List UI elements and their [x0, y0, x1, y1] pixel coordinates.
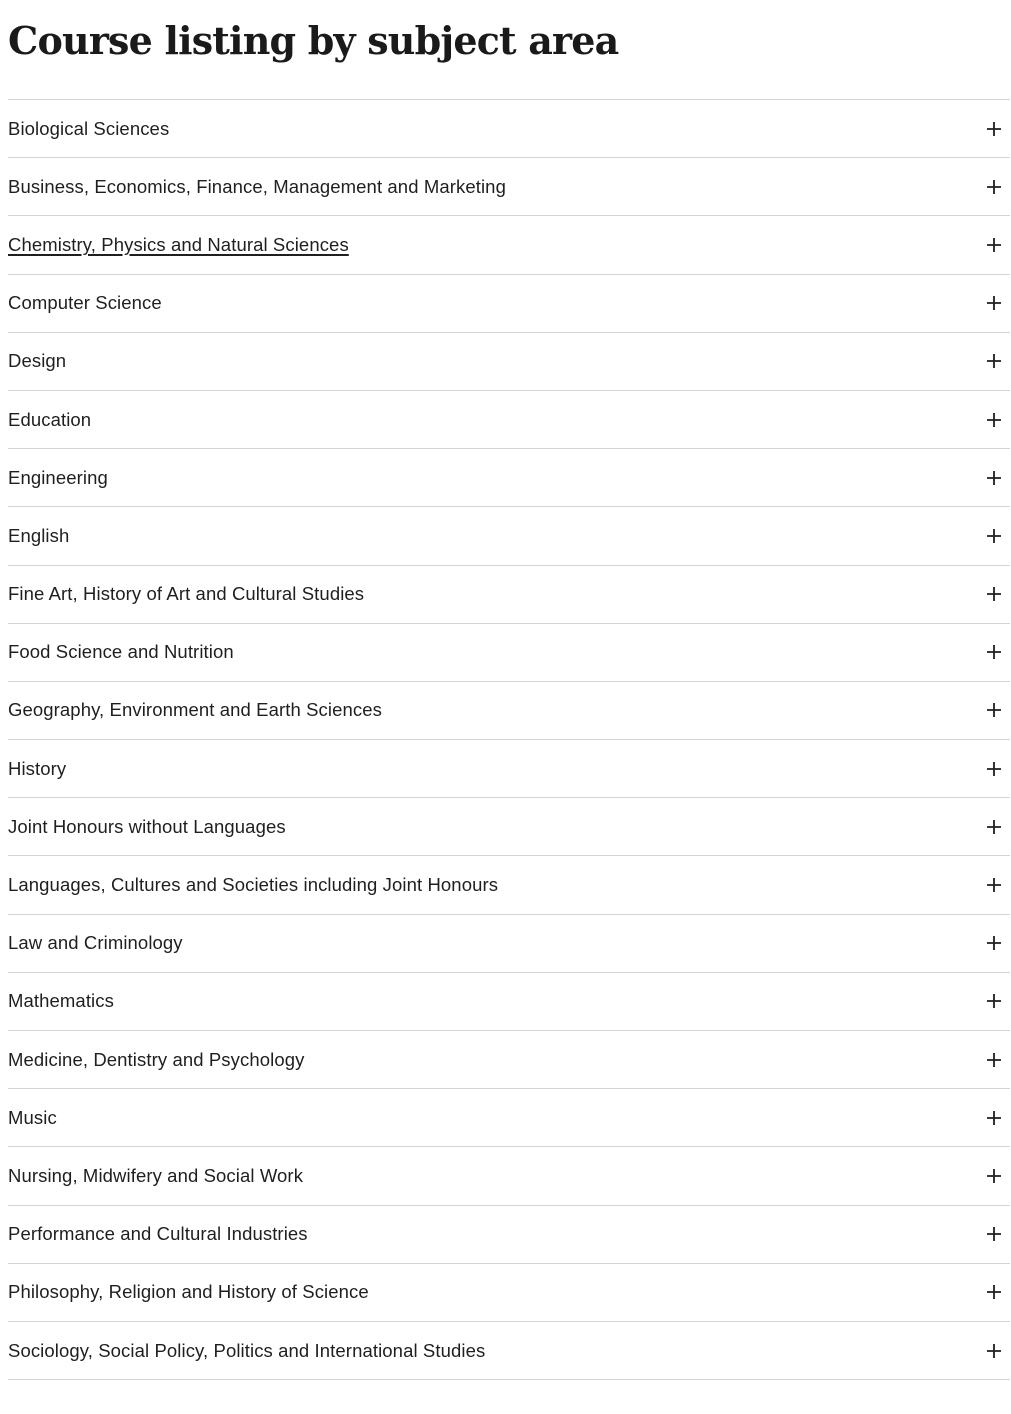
- plus-icon[interactable]: [986, 1168, 1002, 1184]
- page-title: Course listing by subject area: [8, 18, 619, 63]
- plus-icon[interactable]: [986, 1226, 1002, 1242]
- accordion-item-history[interactable]: [8, 740, 1010, 798]
- accordion-item-law-and-criminology[interactable]: [8, 915, 1010, 973]
- accordion-item-label[interactable]: Design: [8, 350, 67, 372]
- plus-icon[interactable]: [986, 1343, 1002, 1359]
- accordion-item-label[interactable]: Education: [8, 408, 92, 430]
- plus-icon[interactable]: [986, 121, 1002, 137]
- accordion-item-nursing-midwifery-and-social-work[interactable]: [8, 1147, 1010, 1205]
- accordion-item-label[interactable]: Nursing, Midwifery and Social Work: [8, 1164, 304, 1186]
- plus-icon[interactable]: [986, 179, 1002, 195]
- accordion-item-mathematics[interactable]: [8, 973, 1010, 1031]
- plus-icon[interactable]: [986, 935, 1002, 951]
- accordion-item-sociology-social-policy-politics-and-international-studies[interactable]: [8, 1322, 1010, 1380]
- accordion-item-engineering[interactable]: [8, 449, 1010, 507]
- accordion-item-label[interactable]: Medicine, Dentistry and Psychology: [8, 1048, 305, 1070]
- accordion-item-label[interactable]: Mathematics: [8, 990, 114, 1012]
- accordion-item-label[interactable]: Music: [8, 1106, 57, 1128]
- accordion-item-label[interactable]: Law and Criminology: [8, 932, 183, 954]
- accordion-item-education[interactable]: [8, 391, 1010, 449]
- accordion-item-label[interactable]: History: [8, 757, 67, 779]
- accordion-item-label[interactable]: Computer Science: [8, 292, 162, 314]
- accordion-item-label[interactable]: Sociology, Social Policy, Politics and International Studies: [8, 1339, 486, 1361]
- plus-icon[interactable]: [986, 819, 1002, 835]
- plus-icon[interactable]: [986, 586, 1002, 602]
- accordion-item-music[interactable]: [8, 1089, 1010, 1147]
- accordion-item-philosophy-religion-and-history-of-science[interactable]: [8, 1264, 1010, 1322]
- accordion-item-label[interactable]: Engineering: [8, 466, 108, 488]
- accordion-item-label[interactable]: Geography, Environment and Earth Sciences: [8, 699, 382, 721]
- plus-icon[interactable]: [986, 877, 1002, 893]
- accordion-item-label[interactable]: Philosophy, Religion and History of Science: [8, 1281, 369, 1303]
- subject-accordion: [8, 99, 1010, 1380]
- accordion-item-label[interactable]: Biological Sciences: [8, 117, 170, 139]
- plus-icon[interactable]: [986, 470, 1002, 486]
- accordion-item-design[interactable]: [8, 333, 1010, 391]
- accordion-item-label[interactable]: Languages, Cultures and Societies including Joint Honours: [8, 874, 499, 896]
- accordion-item-label[interactable]: Performance and Cultural Industries: [8, 1223, 308, 1245]
- accordion-item-chemistry-physics-and-natural-sciences[interactable]: [8, 216, 1010, 274]
- plus-icon[interactable]: [986, 702, 1002, 718]
- plus-icon[interactable]: [986, 1052, 1002, 1068]
- accordion-item-biological-sciences[interactable]: [8, 100, 1010, 158]
- accordion-item-label[interactable]: Joint Honours without Languages: [8, 815, 286, 837]
- plus-icon[interactable]: [986, 761, 1002, 777]
- plus-icon[interactable]: [986, 295, 1002, 311]
- plus-icon[interactable]: [986, 528, 1002, 544]
- accordion-item-food-science-and-nutrition[interactable]: [8, 624, 1010, 682]
- accordion-item-performance-and-cultural-industries[interactable]: [8, 1206, 1010, 1264]
- plus-icon[interactable]: [986, 993, 1002, 1009]
- plus-icon[interactable]: [986, 412, 1002, 428]
- accordion-item-label[interactable]: English: [8, 524, 70, 546]
- accordion-item-computer-science[interactable]: [8, 275, 1010, 333]
- accordion-item-label[interactable]: Business, Economics, Finance, Management and Marketing: [8, 175, 506, 197]
- accordion-item-label[interactable]: Fine Art, History of Art and Cultural Studies: [8, 583, 365, 605]
- accordion-item-fine-art-history-of-art-and-cultural-studies[interactable]: [8, 566, 1010, 624]
- accordion-item-geography-environment-and-earth-sciences[interactable]: [8, 682, 1010, 740]
- plus-icon[interactable]: [986, 1110, 1002, 1126]
- plus-icon[interactable]: [986, 353, 1002, 369]
- accordion-item-joint-honours-without-languages[interactable]: [8, 798, 1010, 856]
- plus-icon[interactable]: [986, 644, 1002, 660]
- accordion-item-business-economics-finance-management-and-marketing[interactable]: [8, 158, 1010, 216]
- course-listing-page: [8, 0, 1010, 1380]
- accordion-item-medicine-dentistry-and-psychology[interactable]: [8, 1031, 1010, 1089]
- accordion-item-english[interactable]: [8, 507, 1010, 565]
- plus-icon[interactable]: [986, 237, 1002, 253]
- plus-icon[interactable]: [986, 1284, 1002, 1300]
- accordion-item-label[interactable]: Chemistry, Physics and Natural Sciences: [8, 233, 349, 255]
- accordion-item-label[interactable]: Food Science and Nutrition: [8, 641, 234, 663]
- accordion-item-languages-cultures-and-societies-including-joint-honours[interactable]: [8, 856, 1010, 914]
